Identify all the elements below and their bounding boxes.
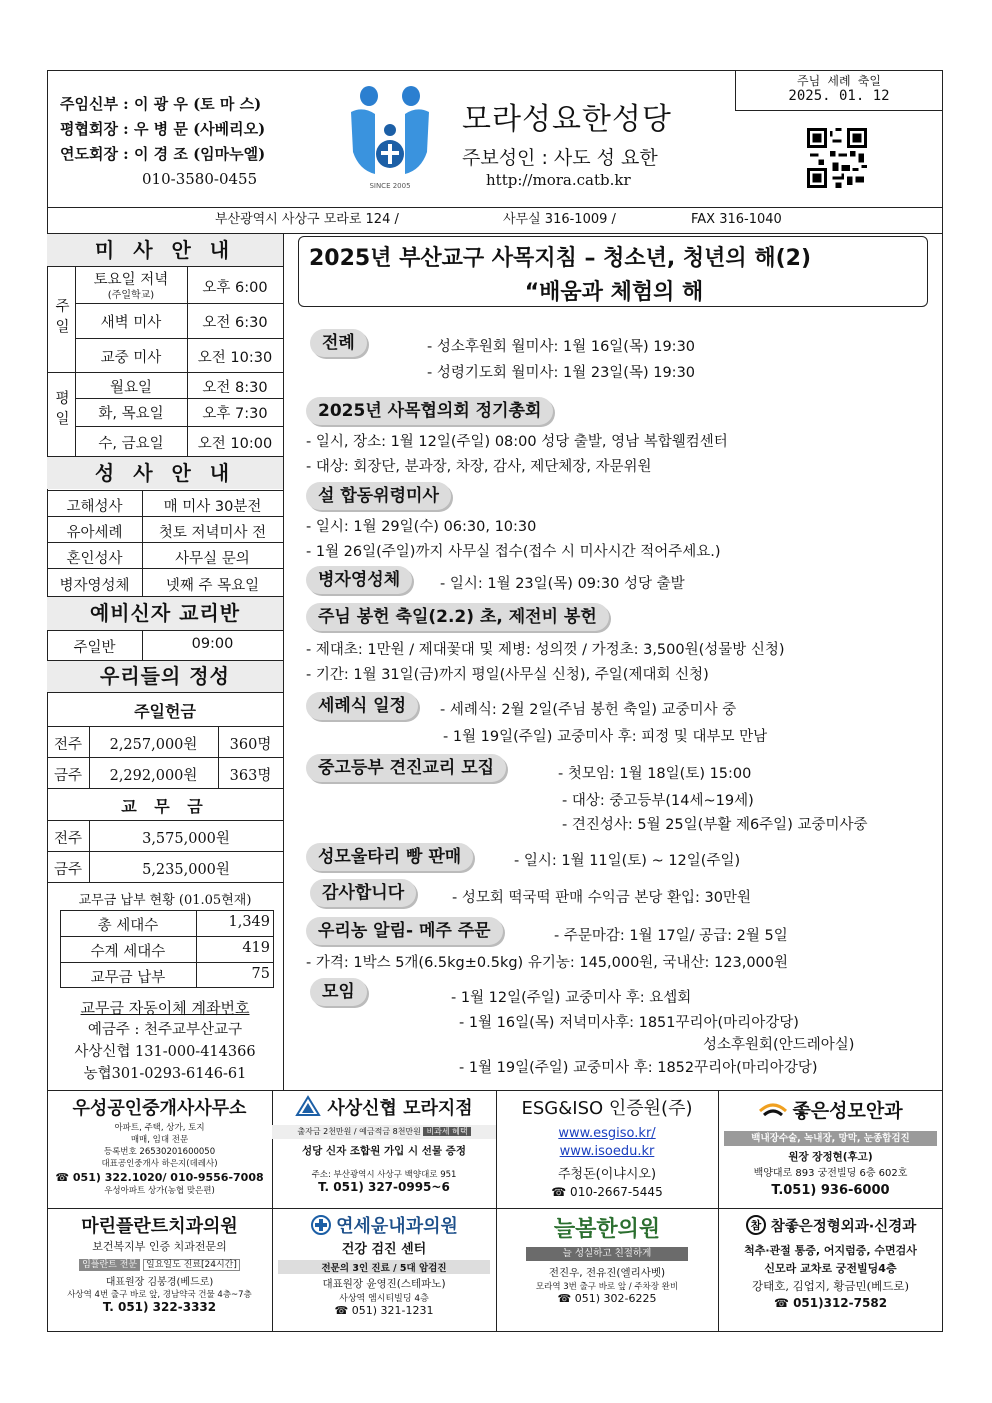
candle-line-2: - 기간: 1월 31일(금)까지 평일(사무실 신청), 주일(제대회 신청) <box>306 667 709 683</box>
sac-confession: 고해성사 <box>66 499 123 515</box>
thanks-line-1: - 성모회 떡국떡 판매 수익금 본당 환입: 30만원 <box>452 890 751 906</box>
farm-label: 우리농 알림- 메주 주문 <box>306 917 503 945</box>
ad5-sunday-badge: 일요일도 진료[24시간] <box>143 1259 240 1271</box>
phone-line: 010-3580-0455 <box>142 170 258 188</box>
ad-oriental-clinic <box>496 1212 718 1305</box>
sac-marriage-value: 사무실 문의 <box>175 551 250 567</box>
ad1-line6: 우성아파트 상가(농협 맞은편) <box>104 1186 215 1196</box>
sac-sick: 병자영성체 <box>59 578 130 594</box>
catechumen-time: 09:00 <box>191 636 234 652</box>
mass-sat-time: 오후 6:00 <box>202 280 268 296</box>
ad5-line1: 보건복지부 인증 치과전문의 <box>92 1240 227 1253</box>
address-bar <box>47 207 943 233</box>
ad1-line4: 대표공인중개사 하은지(데레사) <box>101 1159 218 1169</box>
ad4-services: 백내장수술, 녹내장, 망막, 눈종합검진 <box>724 1131 937 1146</box>
offering-title: 우리들의 정성 <box>47 661 283 692</box>
meeting-line-1: - 1월 12일(주일) 교중미사 후: 요셉회 <box>451 990 692 1006</box>
prayer-chair-line: 연도회장 : 이 경 조 (임마누엘) <box>60 145 266 163</box>
offering-curr-amount: 2,292,000원 <box>109 768 198 784</box>
ad4-director: 원장 장정현(후고) <box>788 1151 873 1163</box>
mass-title: 미 사 안 내 <box>47 234 283 266</box>
ad2-phone: T. 051) 327-0995~6 <box>318 1180 450 1194</box>
ad2-line2: 성당 신자 조합원 가입 시 선물 증정 <box>302 1145 466 1157</box>
ad7-slogan: 늘 성실하고 친절하게 <box>526 1247 688 1261</box>
sick-line-1: - 일시: 1월 23일(목) 09:30 성당 출발 <box>440 576 685 592</box>
feast-name: 주님 세례 축일 <box>796 74 881 88</box>
ad8-address: 신모라 교차로 궁전빌딩4층 <box>764 1262 897 1275</box>
status-total-label: 총 세대수 <box>97 918 159 934</box>
offering-prev-amount: 2,257,000원 <box>109 737 198 753</box>
status-baptized-value: 419 <box>242 940 270 956</box>
ad3-url1[interactable]: www.esgiso.kr/ <box>558 1126 656 1141</box>
patron-saint: 주보성인 : 사도 성 요한 <box>462 147 658 169</box>
issue-date: 2025. 01. 12 <box>788 88 890 104</box>
account-shinhyup: 사상신협 131-000-414366 <box>74 1044 256 1060</box>
baptism-line-2: - 1월 19일(주일) 교중미사 후: 피정 및 대부모 만남 <box>443 729 768 745</box>
ad5-name: 마린플란트치과의원 <box>81 1216 238 1237</box>
clinic-logo-icon <box>310 1214 332 1236</box>
ad6-center: 건강 검진 센터 <box>341 1242 427 1257</box>
meeting-line-2: - 1월 16일(목) 저녁미사후: 1851꾸리아(마리아강당) <box>459 1015 799 1031</box>
mass-mon-name: 월요일 <box>109 380 153 396</box>
ad5-director: 대표원장 김봉경(베드로) <box>105 1277 214 1288</box>
qr-code-icon[interactable] <box>807 128 867 188</box>
youth-line-3: - 견진성사: 5월 25일(부활 제6주일) 교중미사중 <box>562 817 868 833</box>
liturgy-label: 전례 <box>310 329 367 357</box>
baptism-line-1: - 세례식: 2월 2일(주님 봉헌 축일) 교중미사 중 <box>440 702 737 718</box>
mass-wed-time: 오전 10:00 <box>197 436 273 452</box>
mass-main-time: 오전 10:30 <box>197 350 273 366</box>
ad7-phone: ☎ 051) 302-6225 <box>557 1292 657 1305</box>
ad7-name: 늘봄한의원 <box>553 1217 661 1242</box>
ad5-address: 사상역 4번 출구 바로 앞, 경남약국 건물 4층~7층 <box>67 1290 252 1300</box>
guideline-subtitle: “배움과 체험의 해 <box>524 280 704 305</box>
ad3-phone: ☎ 010-2667-5445 <box>551 1185 663 1199</box>
liturgy-line-2: - 성령기도회 월미사: 1월 23일(목) 19:30 <box>427 365 696 381</box>
parish-prev-amount: 3,575,000원 <box>142 831 230 847</box>
mass-tue-name: 화, 목요일 <box>98 406 164 422</box>
sac-baptism-value: 첫토 저녁미사 전 <box>158 525 267 541</box>
ad3-contact: 주청돈(이냐시오) <box>557 1167 657 1182</box>
church-url[interactable]: http://mora.catb.kr <box>486 171 631 189</box>
ad-eye-clinic <box>718 1096 943 1198</box>
parish-prev-label: 전주 <box>53 831 82 847</box>
ad-credit-union <box>272 1094 496 1194</box>
mass-main-name: 교중 미사 <box>100 350 162 366</box>
ad-orthopedic <box>718 1214 943 1310</box>
weekday-label: 평일 <box>53 390 69 431</box>
thanks-label: 감사합니다 <box>310 879 416 907</box>
ad-realestate <box>47 1094 272 1197</box>
ad-esg-iso <box>496 1094 718 1199</box>
bread-label: 성모울타리 빵 판매 <box>306 843 473 871</box>
pastoral-guideline-box <box>298 236 928 307</box>
baptism-label: 세례식 일정 <box>306 692 418 720</box>
sac-baptism: 유아세례 <box>66 525 123 541</box>
ad7-address: 모라역 3번 출구 바로 앞 / 주차장 완비 <box>535 1282 679 1292</box>
ad3-name: ESG&ISO 인증원(주) <box>521 1098 693 1119</box>
offering-prev-people: 360명 <box>229 737 272 753</box>
ad7-doctors: 전진우, 전유진(엘리사벳) <box>548 1267 666 1279</box>
offering-curr-label: 금주 <box>53 768 82 784</box>
chair-line: 평협회장 : 우 병 문 (사베리오) <box>60 120 266 138</box>
council-line-2: - 대상: 회장단, 분과장, 차장, 감사, 제단체장, 자문위원 <box>306 459 652 475</box>
ad1-phone: ☎ 051) 322.1020/ 010-9556-7008 <box>55 1171 264 1184</box>
meeting-line-4: - 1월 19일(주일) 교중미사 후: 1852꾸리아(마리아강당) <box>459 1060 818 1076</box>
lunar-label: 설 합동위령미사 <box>306 482 451 510</box>
sac-confession-value: 매 미사 30분전 <box>163 499 262 515</box>
ad4-name: 좋은성모안과 <box>792 1100 903 1122</box>
youth-label: 중고등부 견진교리 모집 <box>306 754 506 782</box>
ad5-phone: T. 051) 322-3332 <box>102 1300 217 1314</box>
youth-line-2: - 대상: 중고등부(14세~19세) <box>562 793 754 809</box>
liturgy-line-1: - 성소후원회 월미사: 1월 16일(목) 19:30 <box>427 339 696 355</box>
sunday-offering-title: 주일헌금 <box>134 702 196 721</box>
ad6-name: 연세윤내과의원 <box>336 1216 458 1237</box>
meeting-line-3: 성소후원회(안드레아실) <box>703 1037 855 1053</box>
catechumen-title: 예비신자 교리반 <box>47 597 283 630</box>
address: 부산광역시 사상구 모라로 124 / <box>215 212 399 227</box>
status-baptized-label: 수계 세대수 <box>90 944 166 960</box>
candle-line-1: - 제대초: 1만원 / 제대꽃대 및 제병: 성의껏 / 가정초: 3,500원(성물방 신청) <box>306 642 785 658</box>
ad6-specialists: 전문의 3인 진료 / 5대 암검진 <box>278 1260 490 1274</box>
ad4-address: 백양대로 893 궁전빌딩 6층 602호 <box>753 1168 908 1179</box>
lunar-line-1: - 일시: 1월 29일(수) 06:30, 10:30 <box>306 519 537 535</box>
ad2-name: 사상신협 모라지점 <box>327 1098 473 1119</box>
account-holder: 예금주 : 천주교부산교구 <box>87 1022 243 1038</box>
ad8-phone: ☎ 051)312-7582 <box>773 1296 888 1310</box>
mass-sat-name: 토요일 저녁 <box>93 272 169 288</box>
ad6-address: 사상역 엠시티빌딩 4층 <box>339 1294 429 1304</box>
ad1-line3: 등록번호 26530201600050 <box>103 1147 216 1157</box>
parish-curr-amount: 5,235,000원 <box>142 862 230 878</box>
bread-line-1: - 일시: 1월 11일(토) ~ 12일(주일) <box>514 853 741 869</box>
mass-mon-time: 오전 8:30 <box>202 380 268 396</box>
parish-due-title: 교 무 금 <box>121 797 209 816</box>
fax-number: FAX 316-1040 <box>691 212 782 227</box>
candle-label: 주님 봉헌 축일(2.2) 초, 제전비 봉헌 <box>306 603 609 631</box>
sacrament-title: 성 사 안 내 <box>47 457 283 489</box>
mass-wed-name: 수, 금요일 <box>98 436 164 452</box>
mass-sat-sub: (주일학교) <box>107 290 155 301</box>
sunday-label: 주일 <box>53 298 69 339</box>
office-phone: 사무실 316-1009 / <box>503 212 616 227</box>
status-paid-value: 75 <box>251 966 270 982</box>
pastor-line: 주임신부 : 이 광 우 (토 마 스) <box>60 95 262 113</box>
date-box <box>735 70 943 110</box>
parish-curr-label: 금주 <box>53 862 82 878</box>
meeting-label: 모임 <box>310 978 367 1006</box>
guideline-title: 2025년 부산교구 사목지침 – 청소년, 청년의 해(2) <box>309 246 811 271</box>
council-line-1: - 일시, 장소: 1월 12일(주일) 08:00 성당 출발, 영남 복합웰컴센터 <box>306 434 728 450</box>
clergy-info <box>60 92 265 192</box>
ad1-name: 우성공인중개사사무소 <box>72 1098 247 1119</box>
ad6-director: 대표원장 윤영진(스테파노) <box>322 1278 446 1290</box>
ad5-implant-badge: 임플란트 전문 <box>79 1259 140 1271</box>
logo-text: SINCE 2005 <box>369 182 411 190</box>
orthopedic-logo-icon <box>745 1214 767 1236</box>
status-title: 교무금 납부 현황 (01.05현재) <box>78 893 252 908</box>
status-paid-label: 교무금 납부 <box>90 970 166 986</box>
offering-prev-label: 전주 <box>53 737 82 753</box>
sac-marriage: 혼인성사 <box>66 551 123 567</box>
ad-internal-medicine <box>272 1212 496 1317</box>
ad2-address: 주소: 부산광역시 사상구 백양대로 951 <box>311 1170 457 1180</box>
ad8-name: 참좋은정형외과·신경과 <box>770 1218 917 1235</box>
account-title: 교무금 자동이체 계좌번호 <box>80 999 250 1017</box>
offering-curr-people: 363명 <box>229 768 272 784</box>
ad2-tax-badge: 비과세 혜택 <box>423 1127 470 1136</box>
ad4-phone: T.051) 936-6000 <box>771 1183 890 1198</box>
svg-text:참: 참 <box>750 1219 762 1232</box>
ad1-line1: 아파트, 주택, 상가, 토지 <box>114 1123 205 1133</box>
ad8-services: 척추·관절 통증, 어지럼증, 수면검사 <box>744 1244 917 1257</box>
council-label: 2025년 사목협의회 정기총회 <box>306 397 553 425</box>
mass-dawn-time: 오전 6:30 <box>202 315 268 331</box>
status-total-value: 1,349 <box>228 914 270 930</box>
ad6-phone: ☎ 051) 321-1231 <box>334 1304 434 1317</box>
catechumen-label: 주일반 <box>73 640 116 656</box>
ad2-line1: 출자금 2천만원 / 예금적금 8천만원 <box>297 1127 421 1136</box>
mass-dawn-name: 새벽 미사 <box>100 315 162 331</box>
farm-line-2: - 가격: 1박스 5개(6.5kg±0.5kg) 유기농: 145,000원, 국내산: 123,000원 <box>306 955 789 971</box>
youth-line-1: - 첫모임: 1월 18일(토) 15:00 <box>558 766 752 782</box>
church-name: 모라성요한성당 <box>462 102 672 137</box>
church-logo <box>345 82 435 192</box>
credit-union-logo-icon <box>295 1095 321 1119</box>
ad-dental <box>47 1212 272 1314</box>
farm-line-1: - 주문마감: 1월 17일/ 공급: 2월 5일 <box>554 928 788 944</box>
lunar-line-2: - 1월 26일(주일)까지 사무실 접수(접수 시 미사시간 적어주세요.) <box>306 544 721 560</box>
mass-tue-time: 오후 7:30 <box>202 406 268 422</box>
ad3-url2[interactable]: www.isoedu.kr <box>559 1144 655 1159</box>
sac-sick-value: 넷째 주 목요일 <box>165 578 260 594</box>
ad1-line2: 매매, 임대 전문 <box>130 1135 189 1145</box>
eye-clinic-logo-icon <box>758 1099 788 1121</box>
account-nonghyup: 농협301-0293-6146-61 <box>83 1066 247 1082</box>
sick-label: 병자영성체 <box>306 566 412 594</box>
ad8-doctors: 강태호, 김업지, 황금민(베드로) <box>752 1279 909 1293</box>
